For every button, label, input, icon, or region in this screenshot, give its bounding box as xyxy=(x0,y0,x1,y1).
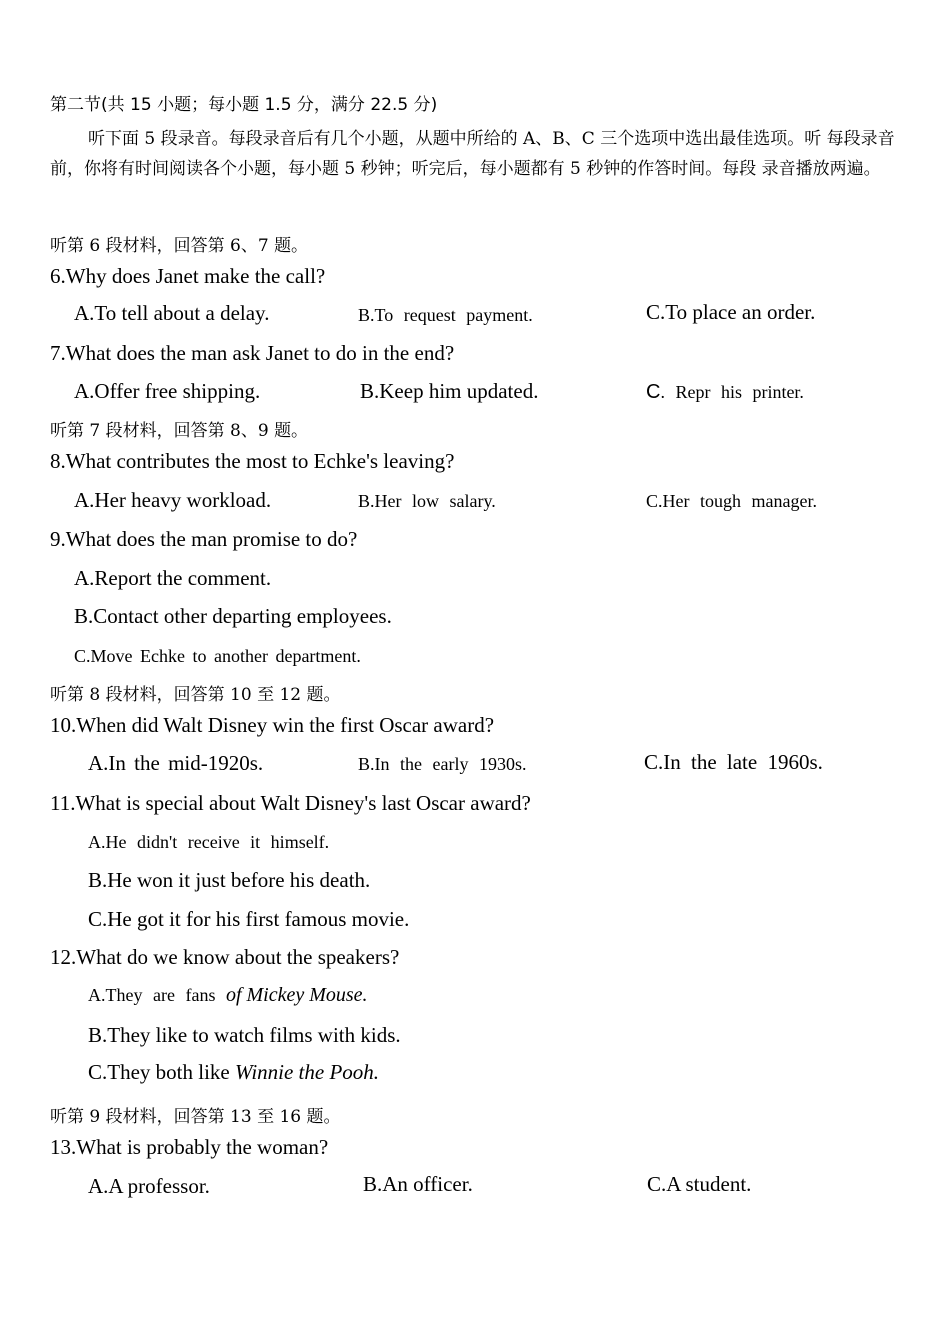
instructions: 听下面 5 段录音。每段录音后有几个小题，从题中所给的 A、B、C 三个选项中选出最佳选项。听 每段录音前，你将有时间阅读各个小题，每小题 5 秒钟；听完后，每小题都有 5 秒钟的作答时间。每段 录音播放两遍。 xyxy=(50,129,895,179)
group-label: 听第 8 段材料，回答第 10 至 12 题。 xyxy=(50,685,341,705)
option-c[interactable]: C.Her tough manager. xyxy=(646,491,817,511)
option-a-text: A.They are fans xyxy=(88,985,226,1005)
option-c-letter: C xyxy=(646,381,661,403)
question-stem: 11.What is special about Walt Disney's last Oscar award? xyxy=(50,791,531,815)
option-b[interactable]: B.In the early 1930s. xyxy=(358,754,527,774)
question-stem: 12.What do we know about the speakers? xyxy=(50,945,400,969)
option-c[interactable] xyxy=(88,1060,379,1085)
group-label: 听第 7 段材料，回答第 8、9 题。 xyxy=(50,421,309,441)
question-stem: 10.When did Walt Disney win the first Oscar award? xyxy=(50,713,495,737)
question-stem: 13.What is probably the woman? xyxy=(50,1135,329,1159)
option-c[interactable]: C.Move Echke to another department. xyxy=(74,646,361,666)
option-b[interactable]: B.Contact other departing employees. xyxy=(74,604,392,628)
option-c[interactable]: C.In the late 1960s. xyxy=(644,750,823,774)
option-b[interactable]: B.Her low salary. xyxy=(358,491,496,511)
question-stem: 8.What contributes the most to Echke's leaving? xyxy=(50,449,455,473)
option-a[interactable]: A.To tell about a delay. xyxy=(74,301,270,325)
group-label: 听第 9 段材料，回答第 13 至 16 题。 xyxy=(50,1107,341,1127)
option-b[interactable]: B.To request payment. xyxy=(358,305,533,325)
question-stem: 7.What does the man ask Janet to do in the end? xyxy=(50,341,455,365)
option-a[interactable]: A.Offer free shipping. xyxy=(74,379,261,403)
option-a[interactable]: A.Her heavy workload. xyxy=(74,488,272,512)
option-c[interactable]: C.He got it for his first famous movie. xyxy=(88,907,410,931)
option-a[interactable]: A.Report the comment. xyxy=(74,566,272,590)
option-a[interactable]: A.He didn't receive it himself. xyxy=(88,832,330,852)
option-a-italic: of Mickey Mouse. xyxy=(225,984,368,1006)
question-stem: 9.What does the man promise to do? xyxy=(50,527,358,551)
option-b[interactable]: B.An officer. xyxy=(363,1172,473,1196)
option-c-italic: Winnie the Pooh. xyxy=(234,1060,380,1084)
option-a[interactable] xyxy=(88,984,368,1007)
section-heading: 第二节(共 15 小题；每小题 1.5 分，满分 22.5 分) xyxy=(50,95,438,115)
option-c[interactable]: C.To place an order. xyxy=(646,300,816,324)
option-c-text: . Repr his printer. xyxy=(660,382,804,402)
option-c[interactable]: C.A student. xyxy=(647,1172,752,1196)
option-c[interactable] xyxy=(646,381,804,404)
group-label: 听第 6 段材料，回答第 6、7 题。 xyxy=(50,236,309,256)
option-a[interactable]: A.A professor. xyxy=(88,1174,210,1198)
option-a[interactable]: A.In the mid-1920s. xyxy=(88,751,264,775)
option-b[interactable]: B.He won it just before his death. xyxy=(88,868,371,892)
option-b[interactable]: B.Keep him updated. xyxy=(360,379,539,403)
option-c-text: C.They both like xyxy=(88,1060,235,1084)
question-stem: 6.Why does Janet make the call? xyxy=(50,264,326,288)
option-b[interactable]: B.They like to watch films with kids. xyxy=(88,1023,401,1047)
